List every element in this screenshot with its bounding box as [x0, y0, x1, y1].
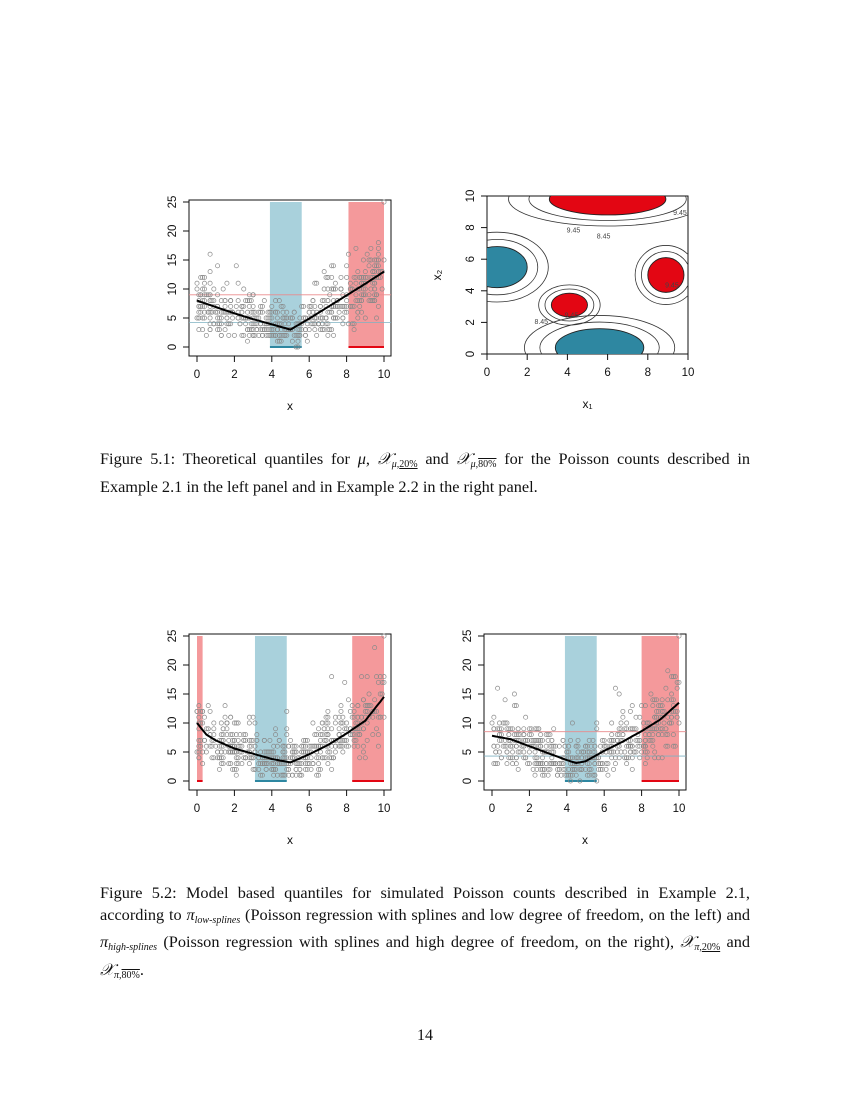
- fig51-left-data-point: [322, 270, 326, 274]
- fig52-left-data-point: [234, 773, 238, 777]
- fig52-right-data-point: [510, 750, 514, 754]
- fig52-left-data-point: [333, 750, 337, 754]
- fig52-left-data-point: [212, 727, 216, 731]
- fig51-left-data-point: [305, 339, 309, 343]
- fig51-left-data-point: [219, 333, 223, 337]
- fig51-left-y-tick-label: 20: [167, 224, 180, 238]
- fig52-right-data-point: [524, 715, 528, 719]
- fig51-left-data-point: [227, 333, 231, 337]
- fig51-right-x-tick-label: 6: [604, 367, 611, 379]
- fig52-left-x-tick-label: 10: [377, 803, 391, 815]
- fig52-left-data-point: [247, 721, 251, 725]
- fig52-right-data-point: [512, 692, 516, 696]
- fig51-left-data-point: [229, 304, 233, 308]
- fig52-left-data-point: [212, 721, 216, 725]
- fig52-right-data-point: [492, 715, 496, 719]
- fig51-left-data-point: [223, 328, 227, 332]
- fig52-left-data-point: [343, 680, 347, 684]
- fig52-right-data-point: [507, 733, 511, 737]
- fig52-right-data-point: [611, 767, 615, 771]
- fig52-left-data-point: [247, 762, 251, 766]
- fig51-left-y-tick-label: 25: [167, 195, 180, 209]
- fig52-right-data-point: [496, 686, 500, 690]
- fig52-left-y-tick-label: 15: [167, 687, 180, 701]
- fig52-left-y-tick-label: 5: [167, 748, 180, 756]
- fig51-left-data-point: [223, 304, 227, 308]
- fig51-left-x-tick-label: 2: [231, 369, 238, 381]
- fig51-left-data-point: [341, 316, 345, 320]
- fig51-left-data-point: [202, 281, 206, 285]
- fig51-right-y-tick-label: 0: [465, 350, 478, 358]
- fig51-left-data-point: [234, 264, 238, 268]
- fig52-right-y-tick-label: 0: [462, 777, 475, 785]
- fig51-left-data-point: [303, 333, 307, 337]
- fig51-left-data-point: [339, 287, 343, 291]
- fig51-right-contour-label: 9.45: [566, 227, 581, 235]
- fig52-right-data-point: [625, 721, 629, 725]
- fig52-right-y-tick-label: 15: [462, 687, 475, 701]
- figure-5-1-right-contour-plot: [420, 188, 700, 418]
- fig52-right-x-tick-label: 4: [563, 803, 571, 815]
- fig51-left-data-point: [345, 264, 349, 268]
- fig51-right-contour-label: 9.45: [564, 312, 579, 320]
- fig51-left-data-point: [208, 270, 212, 274]
- fig52-right-data-point: [621, 715, 625, 719]
- fig51-left-data-point: [208, 316, 212, 320]
- figure-5-2-left-scatter-plot: [160, 622, 400, 852]
- fig51-right-y-tick-label: 6: [465, 255, 478, 263]
- fig51-left-data-point: [204, 333, 208, 337]
- fig52-right-data-point: [516, 727, 520, 731]
- figure-5-1-caption: Figure 5.1: Theoretical quantiles for μ, 𝒳$_{\mu,20\%}$ and 𝒳$_{\mu,80\%}$ for the Poisson counts described in Example 2.1 in the left panel and in Example 2.2 in the right panel.: [100, 449, 751, 496]
- fig52-left-y-tick-label: 20: [167, 658, 180, 672]
- fig51-left-x-tick-label: 10: [377, 369, 391, 381]
- fig52-right-data-point: [503, 698, 507, 702]
- fig51-left-data-point: [339, 275, 343, 279]
- fig52-right-y-tick-label: 5: [462, 748, 475, 756]
- figure-5-1-left-scatter-plot: [160, 188, 400, 418]
- fig52-right-x-tick-label: 2: [526, 803, 533, 815]
- fig52-right-data-point: [610, 733, 614, 737]
- fig51-right-contour-label: 8.45: [534, 318, 549, 326]
- fig52-left-data-point: [316, 762, 320, 766]
- fig51-right-y-tick-label: 2: [465, 319, 478, 326]
- figure-5-2-caption: Figure 5.2: Model based quantiles for simulated Poisson counts described in Example 2.1, according to $\pi_{low-splines}$ (Poisson regression with splines and low degree of freedom, on the left) and $\pi_{high-splines}$ (Poisson regression with splines and high degree of freedom, on the right), 𝒳$_{\pi,20\%}$ and 𝒳$_{\pi,80\%}$.: [100, 883, 750, 981]
- page-number: 14: [417, 1027, 433, 1044]
- fig52-left-data-point: [225, 721, 229, 725]
- fig52-left-y-tick-label: 25: [167, 629, 180, 643]
- fig51-left-y-tick-label: 10: [167, 282, 180, 296]
- fig51-left-data-point: [215, 264, 219, 268]
- fig52-left-y-tick-label: 10: [167, 716, 180, 730]
- fig51-left-x-tick-label: 6: [305, 369, 313, 381]
- fig52-left-data-point: [326, 709, 330, 713]
- fig52-left-data-point: [346, 698, 350, 702]
- fig51-left-data-point: [315, 333, 319, 337]
- fig52-right-data-point: [628, 709, 632, 713]
- fig52-left-x-tick-label: 2: [231, 803, 238, 815]
- fig51-left-data-point: [229, 299, 233, 303]
- fig51-right-contour-label: 9.45: [673, 209, 687, 217]
- fig52-left-quantile-band-red: [352, 636, 384, 781]
- fig51-left-x-tick-label: 4: [268, 369, 276, 381]
- fig51-left-data-point: [345, 299, 349, 303]
- fig52-left-data-point: [341, 750, 345, 754]
- fig52-left-x-tick-label: 4: [268, 803, 276, 815]
- fig52-left-data-point: [223, 704, 227, 708]
- fig51-left-data-point: [234, 304, 238, 308]
- fig52-right-x-axis-label: x: [582, 833, 588, 847]
- fig51-right-y-axis-label: x₂: [430, 269, 444, 281]
- fig51-left-data-point: [311, 299, 315, 303]
- fig51-left-data-point: [225, 316, 229, 320]
- fig52-left-x-axis-label: x: [287, 833, 293, 847]
- fig52-left-data-point: [219, 721, 223, 725]
- fig52-left-x-tick-label: 8: [343, 803, 350, 815]
- fig51-left-x-tick-label: 0: [193, 369, 201, 381]
- fig51-left-y-tick-label: 15: [167, 253, 180, 267]
- fig51-left-data-point: [208, 252, 212, 256]
- fig52-right-data-point: [561, 738, 565, 742]
- fig51-right-y-tick-label: 8: [465, 224, 478, 231]
- fig51-left-data-point: [208, 328, 212, 332]
- fig52-left-data-point: [202, 715, 206, 719]
- fig52-left-data-point: [330, 675, 334, 679]
- fig52-left-data-point: [330, 767, 334, 771]
- fig51-left-data-point: [242, 287, 246, 291]
- fig51-left-data-point: [333, 281, 337, 285]
- fig51-right-region-teal: [555, 329, 643, 367]
- fig51-right-x-tick-label: 2: [523, 367, 531, 379]
- fig51-right-x-tick-label: 10: [681, 367, 695, 379]
- fig51-left-data-point: [225, 281, 229, 285]
- fig52-right-data-point: [490, 721, 494, 725]
- fig52-right-data-point: [606, 773, 610, 777]
- fig51-left-data-point: [208, 281, 212, 285]
- fig52-right-y-tick-label: 10: [462, 716, 475, 730]
- fig51-right-x-axis-label: x₁: [582, 397, 593, 411]
- fig52-left-data-point: [326, 762, 330, 766]
- fig52-right-data-point: [533, 750, 537, 754]
- fig52-right-data-point: [516, 767, 520, 771]
- fig51-left-y-tick-label: 0: [167, 343, 180, 351]
- fig51-left-x-axis-label: x: [287, 399, 293, 413]
- fig52-right-data-point: [505, 750, 509, 754]
- fig51-right-x-tick-label: 4: [564, 367, 571, 379]
- fig52-left-x-tick-label: 6: [305, 803, 313, 815]
- fig51-left-data-point: [262, 299, 266, 303]
- fig51-left-data-point: [236, 299, 240, 303]
- fig51-right-contour-area: [446, 172, 707, 380]
- fig51-left-data-point: [337, 310, 341, 314]
- fig52-right-data-point: [527, 750, 531, 754]
- fig51-left-data-point: [236, 281, 240, 285]
- fig51-right-y-tick-label: 10: [465, 189, 478, 203]
- fig52-left-y-tick-label: 0: [167, 777, 180, 785]
- fig52-left-data-point: [339, 704, 343, 708]
- fig52-left-data-point: [333, 721, 337, 725]
- fig52-left-x-tick-label: 0: [193, 803, 201, 815]
- fig52-left-data-point: [217, 767, 221, 771]
- fig51-left-data-point: [195, 281, 199, 285]
- fig52-left-data-point: [311, 721, 315, 725]
- fig51-left-data-point: [232, 333, 236, 337]
- fig52-right-x-tick-label: 10: [672, 803, 686, 815]
- fig52-right-data-point: [505, 762, 509, 766]
- fig52-right-data-point: [552, 727, 556, 731]
- fig51-left-y-tick-label: 5: [167, 314, 180, 322]
- fig51-left-data-point: [313, 328, 317, 332]
- fig52-left-data-point: [316, 727, 320, 731]
- fig52-right-y-tick-label: 25: [462, 629, 475, 643]
- fig52-right-data-point: [619, 721, 623, 725]
- fig52-right-x-tick-label: 6: [600, 803, 608, 815]
- fig52-right-y-tick-label: 20: [462, 658, 475, 672]
- fig52-left-data-point: [229, 715, 233, 719]
- fig51-left-data-point: [245, 339, 249, 343]
- fig51-right-x-tick-label: 8: [644, 367, 652, 379]
- fig52-right-data-point: [630, 704, 634, 708]
- fig52-right-x-tick-label: 8: [638, 803, 645, 815]
- fig52-left-data-point: [208, 709, 212, 713]
- fig52-right-data-point: [539, 733, 543, 737]
- fig52-right-data-point: [533, 773, 537, 777]
- figure-5-2-right-scatter-plot: [455, 622, 695, 852]
- fig51-left-data-point: [318, 304, 322, 308]
- fig52-left-data-point: [288, 738, 292, 742]
- fig52-right-data-point: [522, 727, 526, 731]
- fig51-left-data-point: [221, 287, 225, 291]
- fig51-right-x-tick-label: 0: [483, 367, 491, 379]
- fig52-right-data-point: [621, 709, 625, 713]
- fig51-left-data-point: [195, 287, 199, 291]
- fig51-right-contour-label: 9.45: [665, 282, 679, 290]
- fig51-right-region-teal: [467, 247, 527, 288]
- fig51-left-data-point: [230, 316, 234, 320]
- fig52-right-data-point: [610, 721, 614, 725]
- fig52-left-data-point: [337, 727, 341, 731]
- fig52-right-x-tick-label: 0: [488, 803, 496, 815]
- fig52-right-data-point: [625, 762, 629, 766]
- fig52-left-data-point: [206, 704, 210, 708]
- fig51-left-x-tick-label: 8: [343, 369, 350, 381]
- fig52-left-data-point: [223, 715, 227, 719]
- fig52-right-data-point: [617, 692, 621, 696]
- fig51-right-y-tick-label: 4: [465, 287, 478, 295]
- fig51-left-data-point: [326, 333, 330, 337]
- fig51-left-data-point: [345, 275, 349, 279]
- fig51-left-data-point: [212, 287, 216, 291]
- fig52-right-data-point: [613, 686, 617, 690]
- fig52-left-data-point: [339, 709, 343, 713]
- fig52-right-data-point: [613, 762, 617, 766]
- fig51-right-contour-label: 8.45: [596, 233, 611, 241]
- fig51-left-data-point: [331, 333, 335, 337]
- fig52-right-data-point: [630, 767, 634, 771]
- fig51-right-region-red: [549, 183, 666, 215]
